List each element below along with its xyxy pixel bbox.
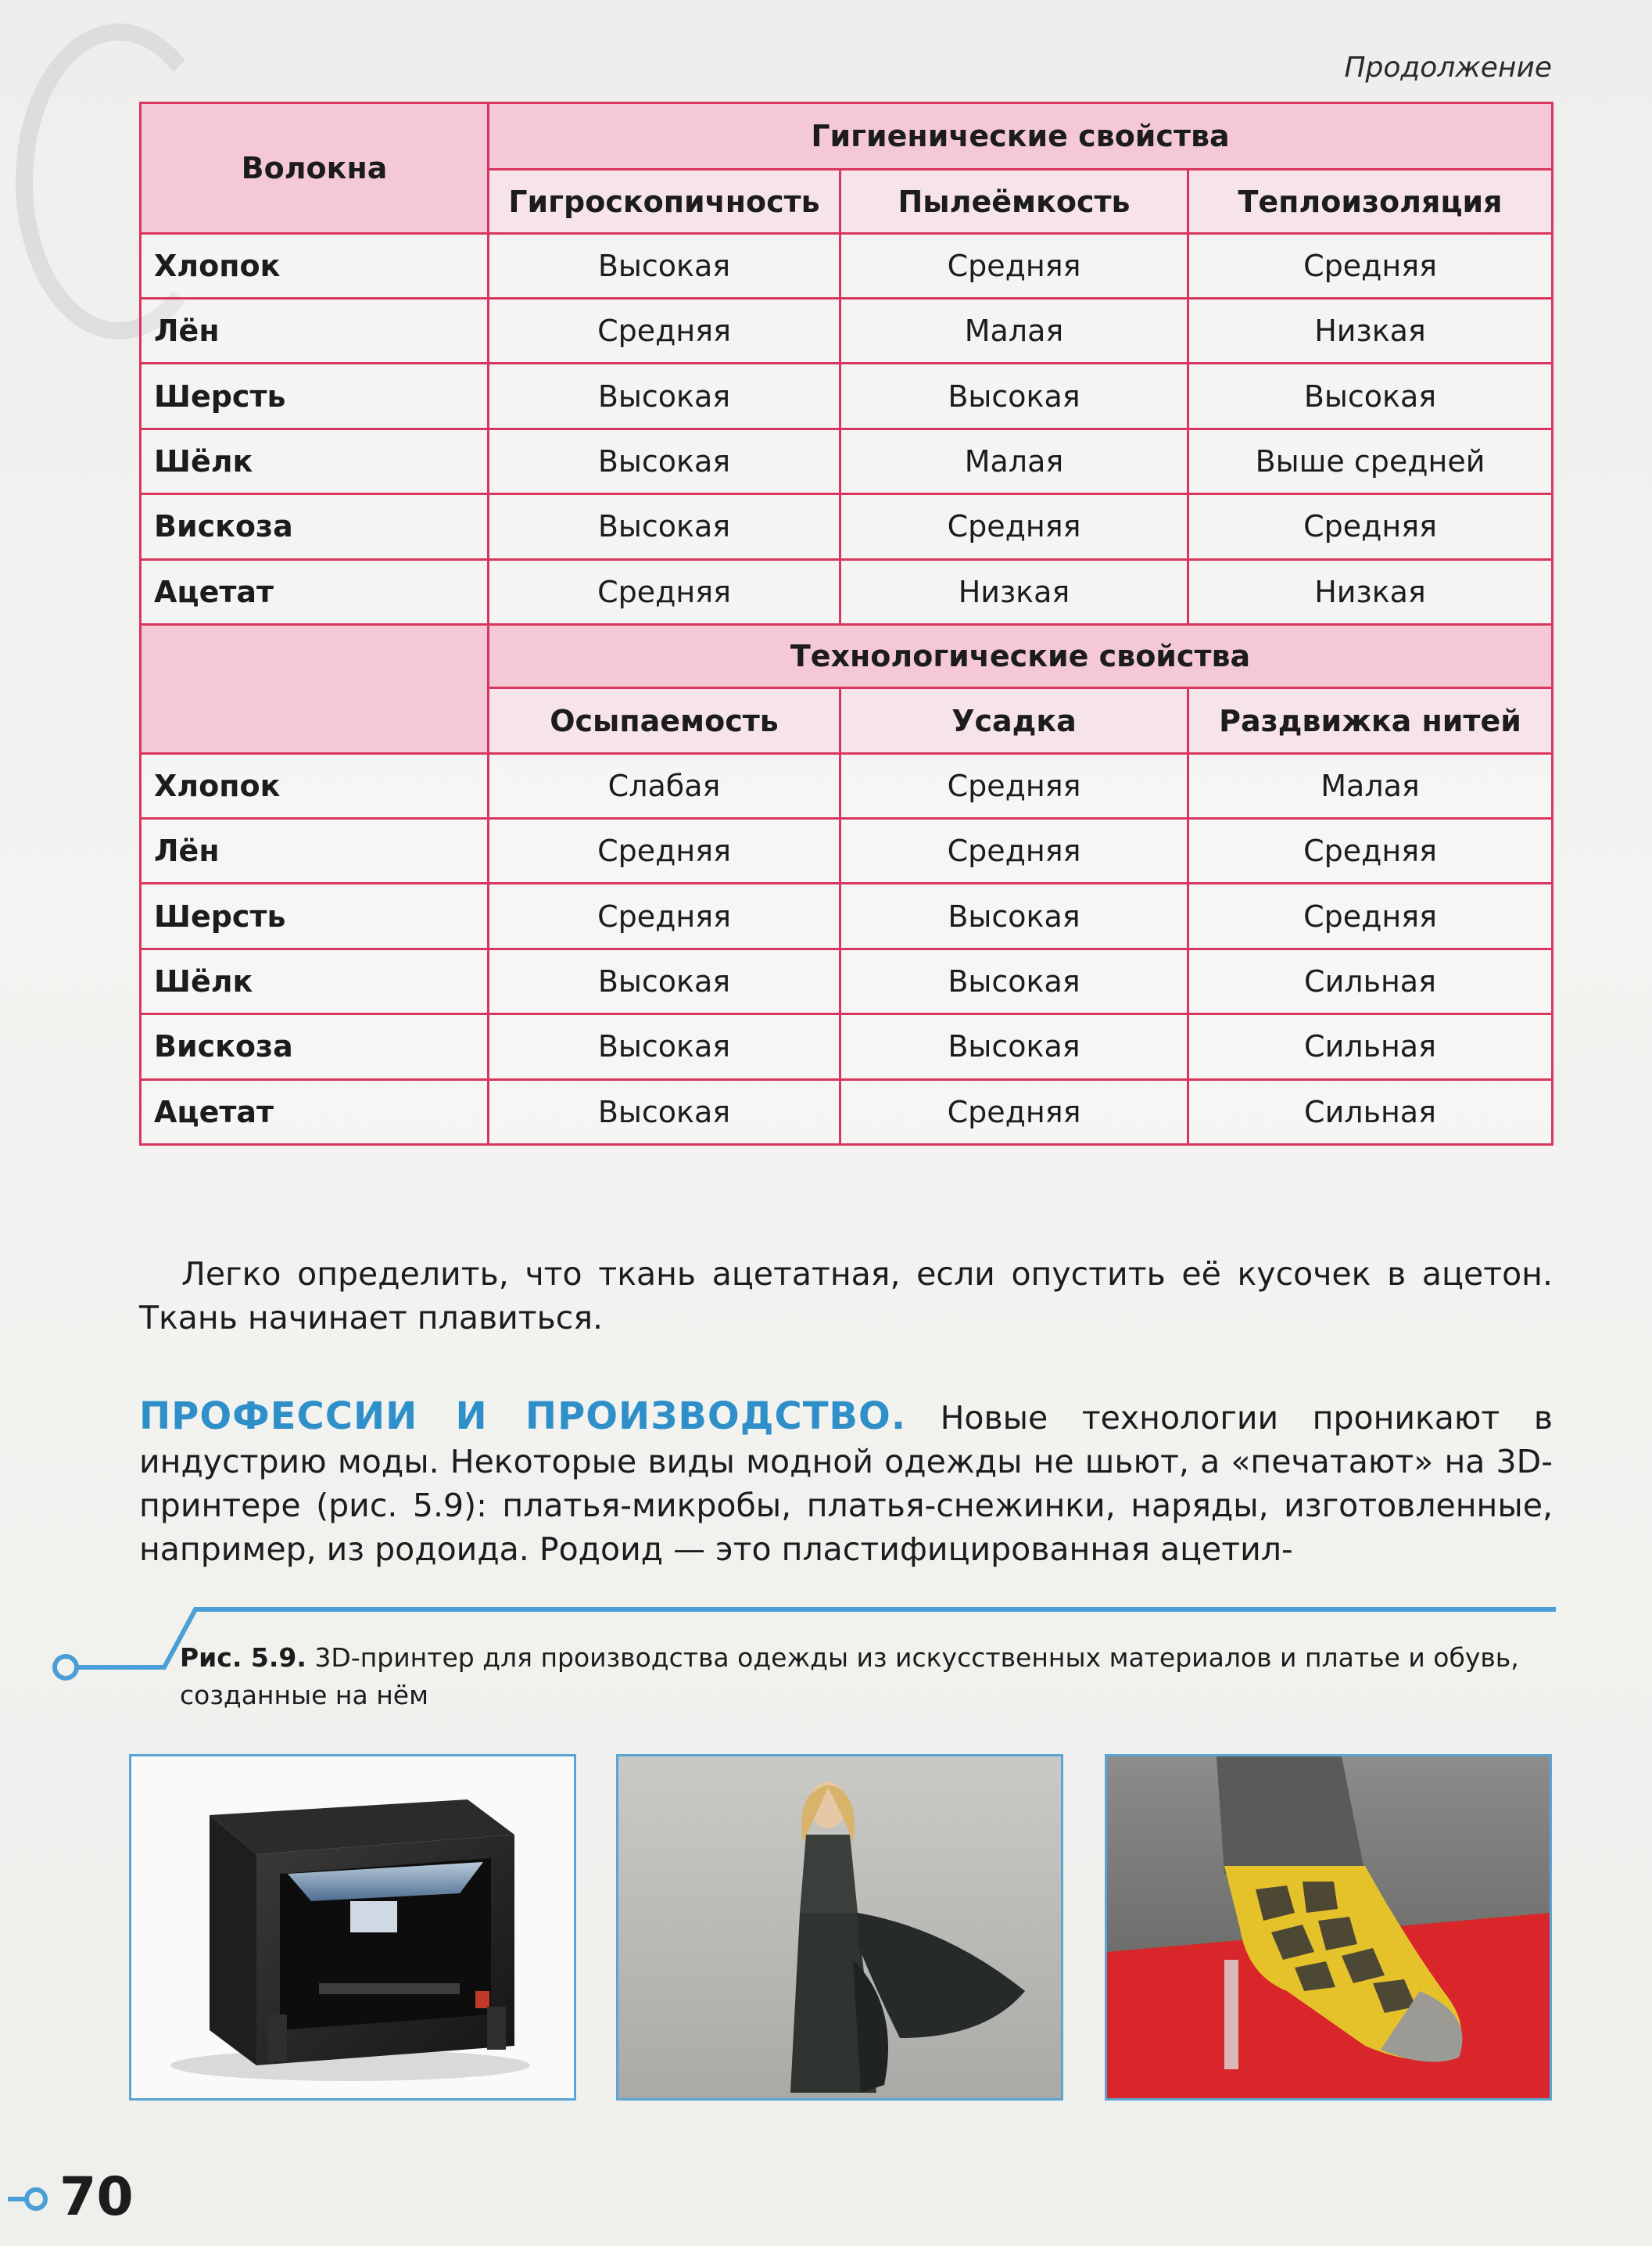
table-cell: Сильная	[1188, 949, 1553, 1014]
table-row	[141, 233, 1553, 298]
table-cell: Малая	[840, 299, 1188, 364]
table-cell: Низкая	[1188, 559, 1553, 624]
table-cell: Средняя	[1188, 884, 1553, 949]
fiber-name: Вискоза	[141, 494, 489, 559]
professions-paragraph	[139, 1394, 1553, 1571]
table-cell: Сильная	[1188, 1079, 1553, 1144]
table-cell: Малая	[840, 429, 1188, 493]
table-cell: Высокая	[840, 364, 1188, 429]
table-row	[141, 819, 1553, 884]
fiber-name: Шерсть	[141, 884, 489, 949]
fiber-name: Вискоза	[141, 1014, 489, 1079]
fiber-name: Шёлк	[141, 949, 489, 1014]
table-row	[141, 364, 1553, 429]
table-cell: Средняя	[1188, 494, 1553, 559]
table-cell: Низкая	[840, 559, 1188, 624]
fiber-name: Ацетат	[141, 559, 489, 624]
fiber-column-header: Волокна	[141, 103, 489, 234]
technological-group-title: Технологические свойства	[489, 624, 1553, 687]
paragraph-text: Новые технологии проникают в индустрию моды. Некоторые виды модной одежды не шьют, а «печатают» на 3D-принтере (рис. 5.9): платья-микробы, платья-снежинки, наряды, изготовленные, например, из родоида. Родоид — это пластифицированная ацетил-	[139, 1399, 1553, 1568]
shoe-illustration	[1107, 1756, 1550, 2098]
figure-caption	[180, 1639, 1556, 1714]
printer-illustration	[131, 1756, 574, 2098]
column-header: Раздвижка нитей	[1188, 688, 1553, 753]
column-header: Теплоизоляция	[1188, 170, 1553, 233]
table-row	[141, 1079, 1553, 1144]
table-row	[141, 1014, 1553, 1079]
photo-3d-printer	[129, 1754, 576, 2101]
continuation-label: Продолжение	[1344, 52, 1552, 84]
table-cell: Высокая	[489, 1014, 840, 1079]
column-header: Осыпаемость	[489, 688, 840, 753]
acetate-paragraph	[139, 1252, 1553, 1340]
table-row	[141, 949, 1553, 1014]
table-cell: Слабая	[489, 753, 840, 818]
table-row	[141, 299, 1553, 364]
table-row	[141, 753, 1553, 818]
table-cell: Высокая	[1188, 364, 1553, 429]
table-cell: Высокая	[840, 1014, 1188, 1079]
fiber-name: Шёлк	[141, 429, 489, 493]
table-cell: Высокая	[840, 949, 1188, 1014]
fiber-name: Ацетат	[141, 1079, 489, 1144]
table-cell: Средняя	[840, 819, 1188, 884]
fiber-name: Лён	[141, 299, 489, 364]
dress-illustration	[618, 1756, 1061, 2098]
table-cell: Высокая	[489, 949, 840, 1014]
column-header: Усадка	[840, 688, 1188, 753]
table-cell: Средняя	[1188, 233, 1553, 298]
table-cell: Средняя	[840, 233, 1188, 298]
table-cell: Средняя	[489, 299, 840, 364]
caption-text: 3D-принтер для производства одежды из искусственных материалов и платье и обувь, созданные на нём	[180, 1642, 1519, 1710]
table-cell: Средняя	[489, 884, 840, 949]
page-number-marker-icon	[8, 2166, 55, 2229]
table-cell: Выше средней	[1188, 429, 1553, 493]
table-cell: Низкая	[1188, 299, 1553, 364]
table-cell: Высокая	[840, 884, 1188, 949]
fiber-name: Хлопок	[141, 233, 489, 298]
table-cell: Средняя	[840, 494, 1188, 559]
table-cell: Сильная	[1188, 1014, 1553, 1079]
table-cell: Средняя	[489, 559, 840, 624]
table-cell: Высокая	[489, 429, 840, 493]
photo-printed-dress	[616, 1754, 1063, 2101]
fiber-name: Лён	[141, 819, 489, 884]
table-cell: Средняя	[489, 819, 840, 884]
table-row	[141, 494, 1553, 559]
page-number-block	[8, 2166, 164, 2229]
table-row	[141, 559, 1553, 624]
table-row	[141, 429, 1553, 493]
table-cell: Средняя	[1188, 819, 1553, 884]
fiber-properties-table	[139, 102, 1553, 1146]
section-heading: ПРОФЕССИИ И ПРОИЗВОДСТВО.	[139, 1394, 907, 1438]
table-cell: Малая	[1188, 753, 1553, 818]
table-cell: Высокая	[489, 1079, 840, 1144]
table-cell: Высокая	[489, 494, 840, 559]
table-cell: Высокая	[489, 364, 840, 429]
column-header: Гигроскопичность	[489, 170, 840, 233]
table-cell: Высокая	[489, 233, 840, 298]
table-cell: Средняя	[840, 753, 1188, 818]
fiber-column-header-blank	[141, 624, 489, 753]
fiber-name: Шерсть	[141, 364, 489, 429]
column-header: Пылеёмкость	[840, 170, 1188, 233]
table-row	[141, 884, 1553, 949]
fiber-name: Хлопок	[141, 753, 489, 818]
figure-number: Рис. 5.9.	[180, 1642, 306, 1673]
table-cell: Средняя	[840, 1079, 1188, 1144]
photo-printed-shoe	[1105, 1754, 1552, 2101]
paragraph-text: Легко определить, что ткань ацетатная, если опустить её кусочек в ацетон. Ткань начинает плавиться.	[139, 1255, 1553, 1336]
page-number: 70	[59, 2166, 134, 2228]
hygienic-group-title: Гигиенические свойства	[489, 103, 1553, 170]
